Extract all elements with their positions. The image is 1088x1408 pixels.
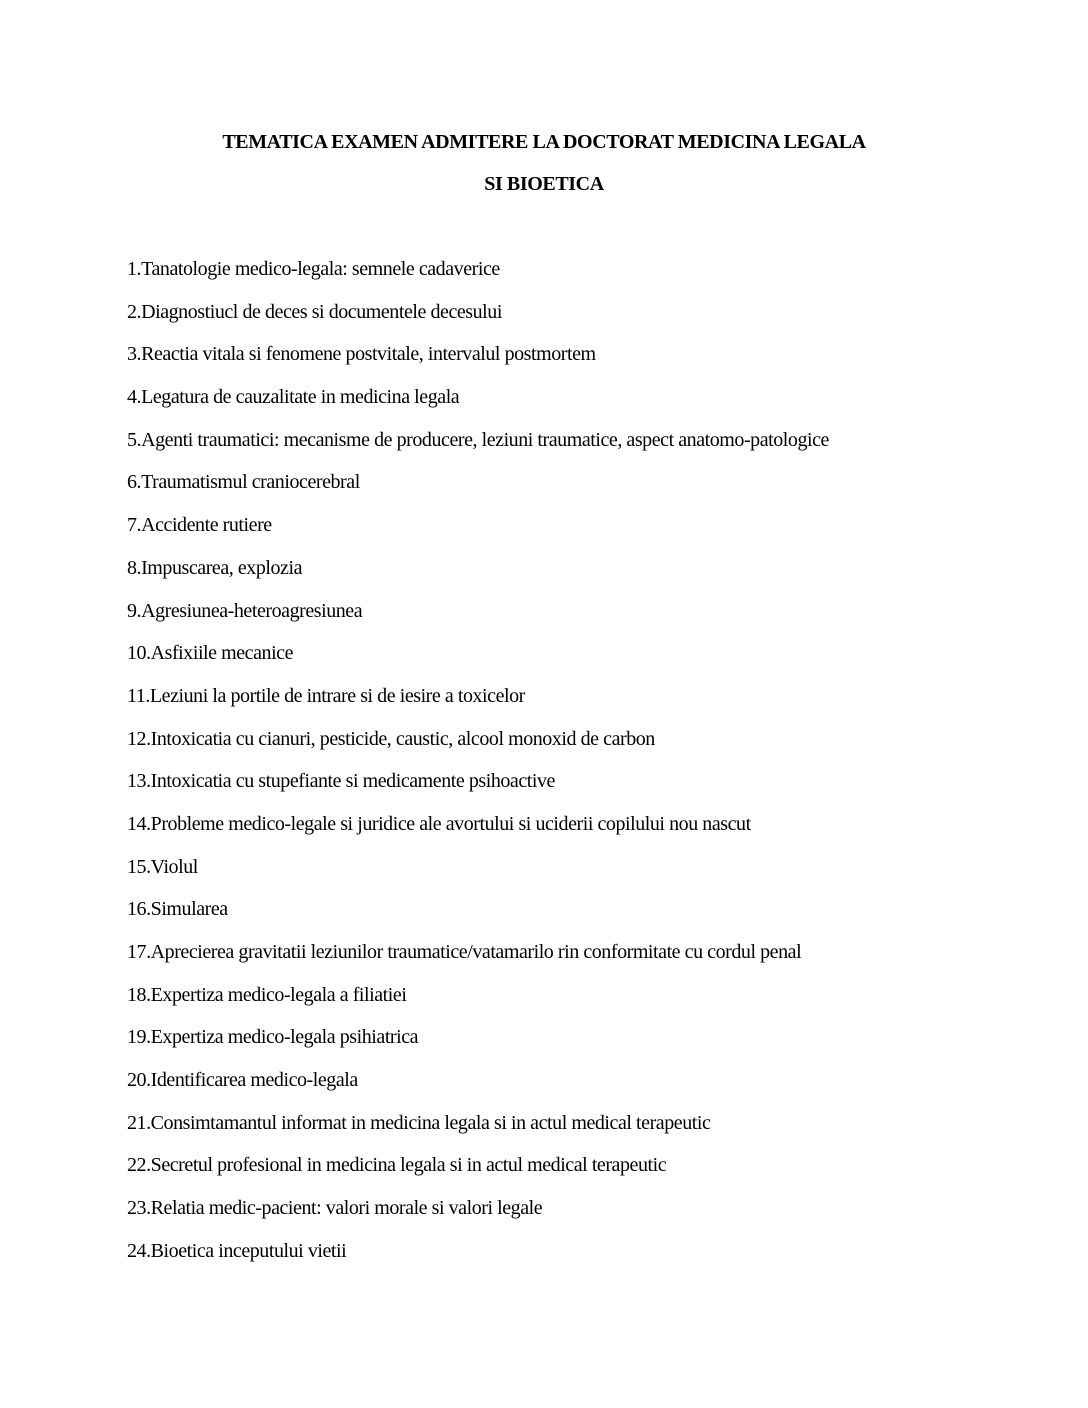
topic-list bbox=[127, 257, 829, 1282]
topic-item: 18.Expertiza medico-legala a filiatiei bbox=[127, 983, 407, 1006]
topic-item: 21.Consimtamantul informat in medicina legala si in actul medical terapeutic bbox=[127, 1111, 711, 1134]
topic-item: 1.Tanatologie medico-legala: semnele cadaverice bbox=[127, 258, 500, 280]
topic-item: 17.Aprecierea gravitatii leziunilor traumatice/vatamarilo rin conformitate cu cordul penal bbox=[127, 941, 802, 963]
topic-item: 10.Asfixiile mecanice bbox=[127, 642, 294, 665]
topic-item: 11.Leziuni la portile de intrare si de iesire a toxicelor bbox=[127, 684, 525, 707]
topic-item: 22.Secretul profesional in medicina legala si in actul medical terapeutic bbox=[127, 1154, 667, 1177]
topic-item: 3.Reactia vitala si fenomene postvitale, intervalul postmortem bbox=[127, 343, 596, 366]
topic-item: 15.Violul bbox=[127, 855, 198, 878]
topic-item: 13.Intoxicatia cu stupefiante si medicamente psihoactive bbox=[127, 770, 555, 793]
topic-item: 2.Diagnostiucl de deces si documentele decesului bbox=[127, 300, 502, 323]
topic-item: 5.Agenti traumatici: mecanisme de producere, leziuni traumatice, aspect anatomo-patologice bbox=[127, 428, 829, 451]
topic-item: 14.Probleme medico-legale si juridice ale avortului si uciderii copilului nou nascut bbox=[127, 812, 751, 835]
topic-item: 19.Expertiza medico-legala psihiatrica bbox=[127, 1026, 419, 1049]
topic-item: 12.Intoxicatia cu cianuri, pesticide, caustic, alcool monoxid de carbon bbox=[127, 727, 655, 750]
topic-item: 8.Impuscarea, explozia bbox=[127, 556, 303, 579]
topic-item: 20.Identificarea medico-legala bbox=[127, 1069, 358, 1092]
document-title-line-1: TEMATICA EXAMEN ADMITERE LA DOCTORAT MEDICINA LEGALA bbox=[222, 131, 866, 153]
topic-item: 23.Relatia medic-pacient: valori morale si valori legale bbox=[127, 1197, 543, 1220]
topic-item: 16.Simularea bbox=[127, 898, 228, 921]
topic-item: 24.Bioetica inceputului vietii bbox=[127, 1239, 347, 1262]
topic-item: 7.Accidente rutiere bbox=[127, 514, 272, 537]
topic-item: 6.Traumatismul craniocerebral bbox=[127, 471, 360, 494]
topic-item: 9.Agresiunea-heteroagresiunea bbox=[127, 599, 363, 622]
topic-item: 4.Legatura de cauzalitate in medicina legala bbox=[127, 386, 460, 409]
document-title-line-2: SI BIOETICA bbox=[484, 173, 604, 195]
